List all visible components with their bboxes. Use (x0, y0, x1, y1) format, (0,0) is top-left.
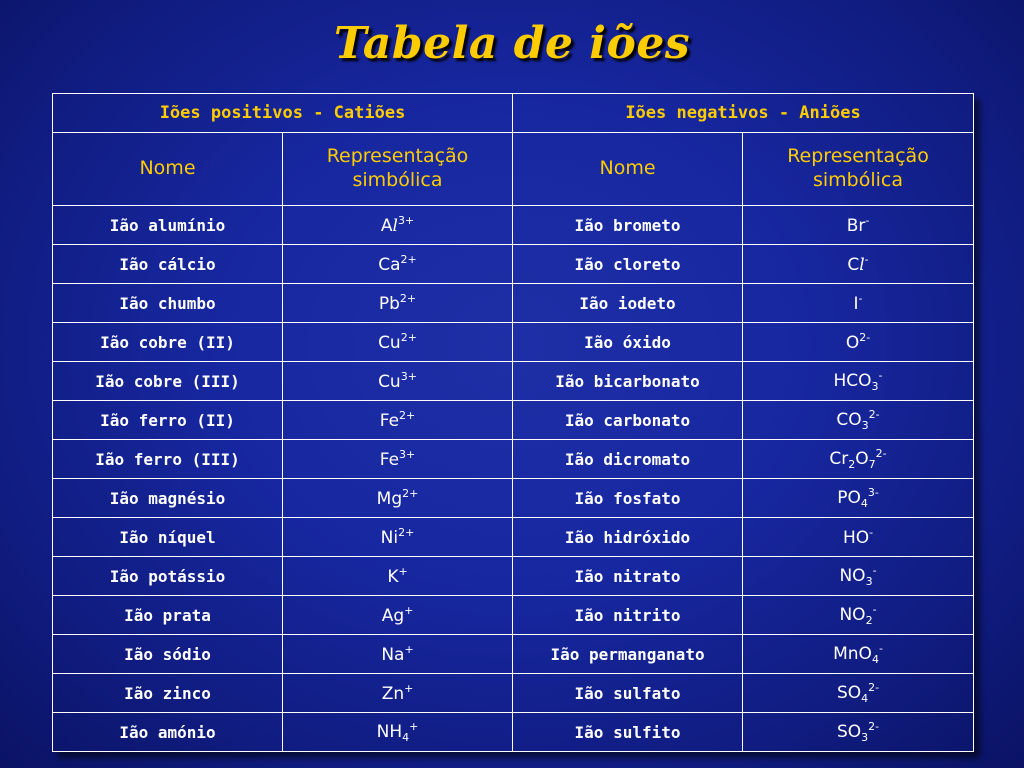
anion-name-cell: Ião hidróxido (513, 518, 743, 557)
cation-formula-cell (283, 206, 513, 245)
anion-name-cell: Ião bicarbonato (513, 362, 743, 401)
formula-charge: 3- (867, 486, 879, 499)
anion-name-cell: Ião cloreto (513, 245, 743, 284)
formula-base: HO (842, 528, 870, 548)
cation-name-cell: Ião níquel (53, 518, 283, 557)
formula-base: Pb (378, 294, 400, 314)
anion-formula-cell (743, 713, 974, 752)
cation-name-cell: Ião cobre (III) (53, 362, 283, 401)
formula-base: Zn (381, 684, 405, 704)
formula-charge: + (398, 565, 408, 578)
formula-charge: 2+ (402, 487, 419, 500)
cation-formula-cell (283, 479, 513, 518)
table-row (53, 557, 974, 596)
anion-formula-cell (743, 635, 974, 674)
formula-subscript: 3 (861, 419, 869, 432)
cation-formula-cell (283, 284, 513, 323)
cation-formula-cell (283, 635, 513, 674)
formula-base: Ni (380, 528, 399, 548)
formula-base: Al (380, 216, 398, 236)
cation-formula-cell (283, 323, 513, 362)
formula-base: Mg (376, 489, 403, 509)
cation-formula-cell (283, 518, 513, 557)
group-header-row (53, 94, 974, 133)
formula-charge: 2- (875, 447, 887, 460)
table-row (53, 362, 974, 401)
cation-name-cell: Ião cálcio (53, 245, 283, 284)
anion-name-cell: Ião sulfito (513, 713, 743, 752)
formula-base: NH (376, 722, 403, 742)
cation-name-cell: Ião alumínio (53, 206, 283, 245)
formula-base: Br (846, 216, 866, 236)
formula-charge: 2- (868, 720, 880, 733)
table-row (53, 479, 974, 518)
cation-name-cell: Ião potássio (53, 557, 283, 596)
group-header-negative: Iões negativos - Aniões (513, 94, 974, 133)
table-row (53, 401, 974, 440)
slide-title: Tabela de iões (333, 18, 691, 69)
formula-base: Cu (378, 372, 401, 392)
formula-charge: 2+ (400, 331, 417, 344)
formula-subscript: 4 (860, 497, 868, 510)
formula-base-2: O (855, 449, 869, 469)
formula-subscript: 2 (848, 458, 856, 471)
anion-formula-cell (743, 596, 974, 635)
anion-name-cell: Ião iodeto (513, 284, 743, 323)
cation-name-cell: Ião prata (53, 596, 283, 635)
formula-charge: 2+ (399, 409, 416, 422)
formula-subscript: 3 (871, 380, 879, 393)
cation-formula-cell (283, 674, 513, 713)
formula-subscript: 4 (402, 731, 410, 744)
formula-base: SO (836, 683, 862, 703)
ion-table (52, 93, 974, 752)
cation-formula-cell (283, 401, 513, 440)
anion-formula-cell (743, 206, 974, 245)
formula-base: PO (837, 488, 861, 508)
formula-base: NO (839, 566, 866, 586)
formula-base: CO (836, 410, 862, 430)
table-row (53, 596, 974, 635)
formula-charge: 2- (859, 331, 871, 344)
cation-formula-cell (283, 557, 513, 596)
formula-charge: 3+ (397, 214, 415, 227)
formula-base: Cr (829, 449, 849, 469)
anion-name-cell: Ião carbonato (513, 401, 743, 440)
anion-formula-cell (743, 362, 974, 401)
formula-charge: - (878, 642, 883, 655)
formula-subscript: 4 (861, 692, 869, 705)
formula-base: O (845, 333, 860, 353)
formula-base: Na (381, 645, 405, 665)
formula-subscript: 2 (865, 614, 873, 627)
formula-base: NO (839, 605, 866, 625)
formula-charge: - (878, 369, 883, 382)
formula-charge: 3+ (400, 370, 417, 383)
table-row (53, 440, 974, 479)
column-header-cation-symbol: Representação simbólica (283, 133, 513, 206)
anion-name-cell: Ião fosfato (513, 479, 743, 518)
formula-base: Ca (378, 255, 401, 275)
anion-formula-cell (743, 518, 974, 557)
column-header-anion-symbol: Representação simbólica (743, 133, 974, 206)
formula-subscript: 3 (865, 575, 873, 588)
table-row (53, 674, 974, 713)
formula-base: K (387, 567, 399, 587)
formula-charge: - (872, 564, 877, 577)
anion-formula-cell (743, 323, 974, 362)
formula-base: SO (836, 722, 862, 742)
formula-charge: 2+ (398, 526, 415, 539)
table-row (53, 245, 974, 284)
formula-charge: 2+ (399, 292, 417, 305)
table-row (53, 713, 974, 752)
anion-formula-cell (743, 401, 974, 440)
cation-formula-cell (283, 362, 513, 401)
formula-subscript-2: 7 (868, 458, 876, 471)
table-row (53, 635, 974, 674)
formula-charge: + (404, 682, 414, 695)
cation-name-cell: Ião ferro (II) (53, 401, 283, 440)
formula-charge: 2- (868, 408, 880, 421)
anion-formula-cell (743, 284, 974, 323)
anion-formula-cell (743, 479, 974, 518)
anion-name-cell: Ião permanganato (513, 635, 743, 674)
cation-name-cell: Ião magnésio (53, 479, 283, 518)
formula-charge: - (872, 603, 877, 616)
formula-base: Cu (378, 333, 401, 353)
cation-name-cell: Ião sódio (53, 635, 283, 674)
column-header-cation-name: Nome (53, 133, 283, 206)
formula-base: Fe (379, 411, 400, 431)
table-row (53, 518, 974, 557)
formula-charge: 2- (868, 681, 880, 694)
formula-charge: 3+ (399, 448, 416, 461)
table-row (53, 284, 974, 323)
anion-formula-cell (743, 440, 974, 479)
formula-charge: 2+ (400, 253, 417, 266)
formula-charge: - (858, 292, 863, 305)
anion-name-cell: Ião brometo (513, 206, 743, 245)
anion-name-cell: Ião óxido (513, 323, 743, 362)
formula-base: Ag (381, 606, 405, 626)
formula-charge: - (865, 214, 870, 227)
formula-base: HCO (833, 371, 872, 391)
cation-formula-cell (283, 713, 513, 752)
cation-name-cell: Ião chumbo (53, 284, 283, 323)
cation-name-cell: Ião cobre (II) (53, 323, 283, 362)
cation-name-cell: Ião zinco (53, 674, 283, 713)
formula-base: MnO (833, 644, 872, 664)
cation-formula-cell (283, 596, 513, 635)
formula-base: Cl (847, 255, 865, 275)
anion-formula-cell (743, 245, 974, 284)
column-header-anion-name: Nome (513, 133, 743, 206)
formula-subscript: 4 (871, 653, 879, 666)
column-header-row (53, 133, 974, 206)
anion-name-cell: Ião sulfato (513, 674, 743, 713)
formula-base: Fe (379, 450, 400, 470)
anion-name-cell: Ião dicromato (513, 440, 743, 479)
formula-charge: + (404, 604, 414, 617)
cation-name-cell: Ião amónio (53, 713, 283, 752)
anion-formula-cell (743, 557, 974, 596)
anion-name-cell: Ião nitrato (513, 557, 743, 596)
cation-formula-cell (283, 245, 513, 284)
table-row (53, 206, 974, 245)
formula-charge: + (409, 720, 419, 733)
formula-charge: - (864, 253, 869, 266)
formula-base: I (853, 294, 859, 314)
anion-formula-cell (743, 674, 974, 713)
group-header-positive: Iões positivos - Catiões (53, 94, 513, 133)
cation-formula-cell (283, 440, 513, 479)
formula-charge: - (869, 526, 874, 539)
anion-name-cell: Ião nitrito (513, 596, 743, 635)
table-row (53, 323, 974, 362)
formula-subscript: 3 (861, 731, 869, 744)
formula-charge: + (404, 643, 414, 656)
cation-name-cell: Ião ferro (III) (53, 440, 283, 479)
